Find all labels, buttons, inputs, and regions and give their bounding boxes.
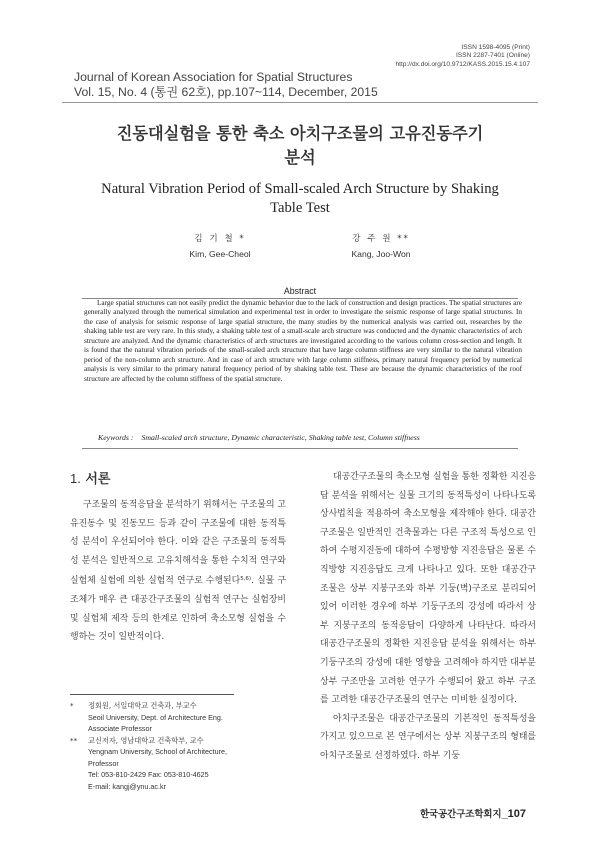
body-left-text: 구조물의 동적응답을 분석하기 위해서는 구조물의 고유진동수 및 진동모드 등과 같이 구조물에 대한 동적특성 분석이 우선되어야 한다. 이와 같은 구조물의 동적특성 분석은 일반적으로 고유치해석을 통한 수치적 연구와 실험체 실험에 의한 실험적 연구로 수행된다	[70, 500, 286, 587]
keywords-text: Small-scaled arch structure, Dynamic characteristic, Shaking table test, Column stiffness	[141, 433, 420, 442]
author-1-korean: 김 기 철 *	[194, 234, 246, 244]
korean-title-line2: 분석	[284, 148, 316, 167]
author-1-english: Kim, Gee-Cheol	[189, 248, 251, 259]
footnote-2-line1: 교신저자, 영남대학교 건축학부, 교수	[88, 735, 204, 745]
english-title-line2: Table Test	[270, 199, 330, 216]
abstract-heading: Abstract	[283, 286, 317, 296]
footnote-1-line3: Associate Professor	[88, 724, 152, 733]
body-right-paragraph-1: 대공간구조물의 축소모형 실험을 통한 정확한 지진응답 분석을 위해서는 실물 크기의 동적특성이 나타나도록 상사법칙을 적용하여 축소모형을 제작해야 한다. 대공간구조물은 일반적인 건축물과는 다른 구조적 특성으로 인하여 수평지진동에 대하여 수평방향 지진응답은 물론 수직방향 지진응답도 크게 나타나고 있다. 또한 대공간구조물은 상부 지붕구조와 하부 기둥(벽)구조로 분리되어 있어 이러한 경우에 하부 기둥구조의 강성에 따라서 상부 지붕구조의 동적응답이 다양하게 나타난다. 따라서 대공간구조물의 정확한 지진응답 분석을 위해서는 하부 기둥구조의 강성에 대한 영향을 고려해야 하지만 대부분 상부 구조만을 고려한 연구가 수행되어 왔고 하부 구조를 고려한 대공간구조물의 연구는 미비한 실정이다.	[320, 472, 536, 706]
keywords-label: Keywords :	[98, 433, 134, 442]
header-divider	[62, 102, 538, 103]
body-right-column	[320, 468, 536, 766]
abstract-text: Large spatial structures can not easily predict the dynamic behavior due to the lack of construction and design practices. The spatial structures are generally analyzed through the numerical simulation and experimental test in order to investigate the seismic response of large spatial structures. In the case of analysis for seismic response of large spatial structure, the many studies by the numerical analysis was carried out, researches by the shaking table test are very rare. In this study, a shaking table test of a small-scale arch structure was conducted and the dynamic characteristics of arch structure are analyzed. And the dynamic characteristics of arch structures are investigated according to the various column cross-section and length. It is found that the natural vibration periods of the small-scaled arch structure that have large column stiffness are very similar to the natural vibration period of the non-column arch structure. And in case of arch structure with large column stiffness, primary natural frequency period by numerical analysis is very similar to the primary natural frequency period of by shaking table test. These are because the dynamic characteristics of the roof structure are affected by the column stiffness of the spatial structure.	[84, 299, 522, 383]
keywords	[98, 433, 528, 442]
journal-name: Journal of Korean Association for Spatial Structures	[74, 70, 353, 84]
section-number: 1.	[70, 471, 81, 486]
english-title	[70, 180, 530, 217]
issn-block	[395, 44, 530, 69]
citation-ref: 5,6)	[240, 576, 252, 583]
korean-title-line1: 진동대실험을 통한 축소 아치구조물의 고유진동주기	[116, 124, 484, 143]
korean-title	[70, 122, 530, 170]
english-title-line1: Natural Vibration Period of Small-scaled Arch Structure by Shaking	[101, 181, 499, 197]
footnote-2-line4: Tel: 053-810-2429 Fax: 053-810-4625	[88, 770, 209, 779]
footnote-1-line1: 정회원, 서일대학교 건축과, 부교수	[88, 701, 197, 710]
author-2	[306, 232, 456, 261]
author-2-english: Kang, Joo-Won	[351, 248, 411, 259]
footnote-1-marker: *	[70, 701, 74, 710]
footnote-2	[70, 735, 300, 793]
footer-journal: 한국공간구조학회지	[420, 809, 502, 820]
journal-header	[74, 70, 378, 99]
footnote-2-line2: Yengnam University, School of Architecture,	[88, 747, 228, 756]
section-heading	[70, 468, 111, 487]
footnote-rule	[70, 694, 234, 695]
keywords-bottom-rule	[82, 448, 518, 449]
page-number: _107	[501, 808, 526, 820]
body-right-paragraph-2: 아치구조물은 대공간구조물의 기본적인 동적특성을 가지고 있으므로 본 연구에서는 상부 지붕구조의 형태를 아치구조물로 선정하였다. 하부 기둥	[320, 713, 536, 761]
body-left-text-after: . 실물 구조체가 매우 큰 대공간구조물의 실험적 연구는 실험장비 및 실험체 제작 등의 한계로 인하여 축소모형 실험을 수행하는 것이 일반적이다.	[70, 576, 286, 643]
footnote-2-email[interactable]: E-mail: kangj@ynu.ac.kr	[88, 781, 166, 791]
footnotes	[70, 700, 300, 792]
section-title: 서론	[85, 472, 111, 487]
doi-link[interactable]: http://dx.doi.org/10.9712/KASS.2015.15.4.107	[395, 60, 530, 68]
author-2-korean: 강 주 원 **	[352, 234, 410, 244]
page-footer	[420, 806, 526, 820]
footnote-1-line2: Seoil University, Dept. of Architecture Eng.	[88, 712, 223, 722]
body-left-column	[70, 496, 286, 647]
issn-online: ISSN 2287-7401 (Online)	[455, 52, 530, 60]
footnote-2-marker: **	[70, 735, 78, 745]
author-1	[150, 232, 290, 261]
footnote-1	[70, 700, 300, 735]
footnote-2-line3: Professor	[88, 758, 119, 768]
issn-print: ISSN 1598-4095 (Print)	[461, 44, 530, 51]
volume-info: Vol. 15, No. 4 (통권 62호), pp.107~114, December, 2015	[74, 84, 378, 99]
